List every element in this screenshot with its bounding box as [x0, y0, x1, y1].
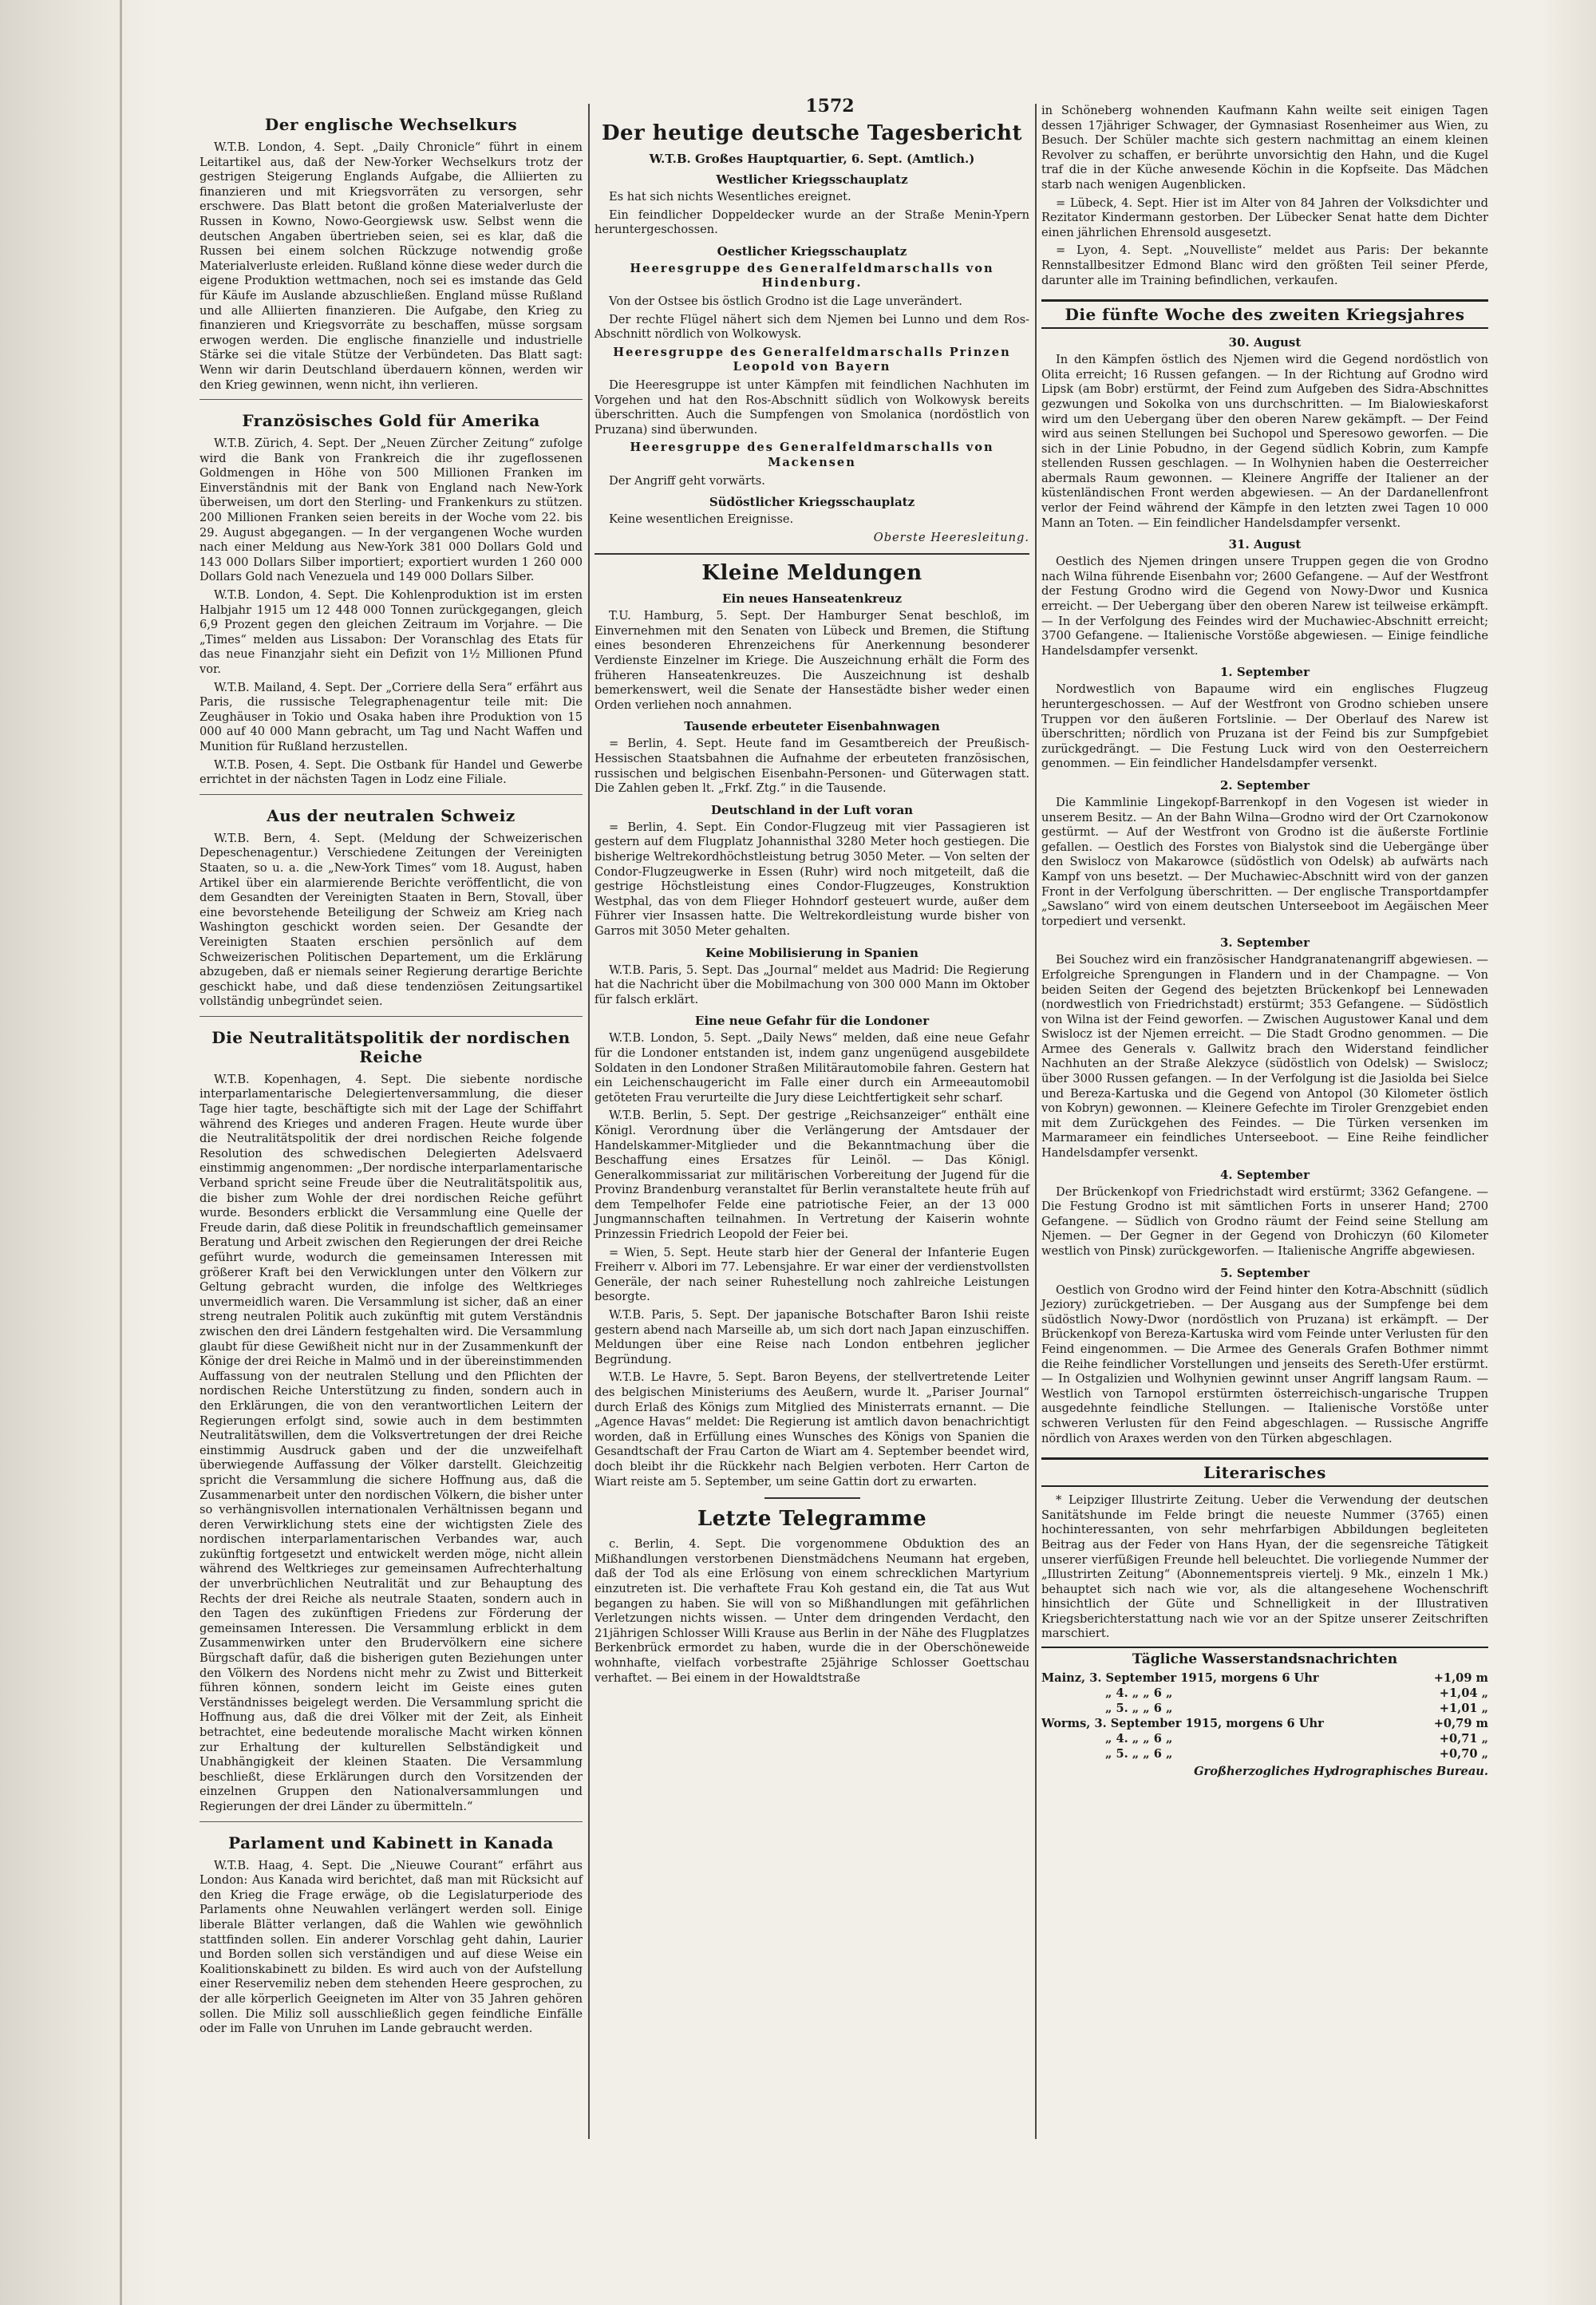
binding-edge: [120, 0, 122, 2305]
date-heading: 4. September: [1219, 1167, 1310, 1182]
water-level-row: [1041, 1686, 1488, 1701]
chronicle-text: Bei Souchez wird ein französischer Handgranatenangriff abgewiesen. — Erfolgreiche Sprengungen in Flandern und in der Champagne. — Von beiden Seiten der Gegend des bejetzten Brückenkopf bei Lennewaden (nordwestlich von Friedrichstadt) erstürmt; 353 Gefangene. — Südöstlich von Wilna ist der Feind geworfen. — Zwischen Augustower Kanal und dem Swislocz ist der Njemen erreicht. — Die Stadt Grodno genommen. — Die Armee des Generals v. Gallwitz brach den Widerstand feindlicher Nachhuten an der Straße Alekzyce (südöstlich von Odelsk) — Swislocz; über 3000 Russen gefangen. — In der Verfolgung ist die Jasiolda bei Sielce und Bereza-Kartuska und die Gegend von Antopol (30 Kilometer östlich von Kobryn) gewonnen. — Kleinere Gefechte im Tiroler Grenzgebiet enden mit dem Zurückgehen des Feindes. — Die Türken versenken im Marmarameer ein feindliches Unterseeboot. — Eine Reihe feindlicher Handelsdampfer versenkt.: [1041, 953, 1488, 1160]
column-rule: [1035, 104, 1037, 2139]
page-edge: [1540, 0, 1596, 2305]
column-right: [1041, 104, 1488, 1778]
news-text: W.T.B. London, 5. Sept. „Daily News“ melden, daß eine neue Gefahr für die Londoner entstanden ist, indem ganz ungenügend ausgebildete Soldaten in den Londoner Straßen Militärautomobile fahren. Gestern hat ein Leichenschaugericht im Falle einer durch ein Armeeautomobil getöteten Frau verurteilte die Jury diese Leichtfertigkeit sehr scharf.: [595, 1031, 1029, 1105]
column-rule: [588, 104, 590, 2139]
report-title: Der heutige deutsche Tagesbericht: [601, 121, 1023, 145]
chronicle-text: Der Brückenkopf von Friedrichstadt wird erstürmt; 3362 Gefangene. — Die Festung Grodno ist mit sämtlichen Forts in unserer Hand; 2700 Gefangene. — Südlich von Grodno räumt der Feind seine Stellung am Njemen. — Der Gegner in der Gegend von Drohiczyn (60 Kilometer westlich von Pinsk) zurückgeworfen. — Italienische Angriffe abgewiesen.: [1041, 1184, 1488, 1258]
water-level-value: +0,70 „: [1439, 1747, 1488, 1761]
chronicle-text: Oestlich des Njemen dringen unsere Truppen gegen die von Grodno nach Wilna führende Eisenbahn vor; 2600 Gefangene. — Auf der Westfront der Festung Grodno wird die Gegend von Nowy-Dwor und Kusnica erreicht. — Der Uebergang über den oberen Narew ist teilweise erkämpft. — In der Verfolgung des Feindes wird der Muchawiec-Abschnitt erreicht; 3700 Gefangene. — Italienische Vorstöße abgewiesen. — Einige feindliche Handelsdampfer versenkt.: [1041, 555, 1488, 658]
chronicle-text: In den Kämpfen östlich des Njemen wird die Gegend nordöstlich von Olita erreicht; 16 Russen gefangen. — In der Richtung auf Grodno wird Lipsk (am Bobr) erstürmt, der Feind zum Aufgeben des Sidra-Abschnittes gezwungen und Sokolka von uns durchschritten. — Im Bialowieskaforst wird um den Uebergang über den oberen Narew gekämpft. — Der Feind wird aus seinen Stellungen bei Suchopol und Speresowo geworfen. — Die sich in der Linie Pobudno, in der Gegend südlich Kobrin, zum Kampfe stellenden Russen geschlagen. — In Wolhynien haben die Oesterreicher abermals Raum gewonnen. — Kleinere Angriffe der Italiener an der küstenländischen Front werden abgewiesen. — An der Dardanellenfront verlor der Feind während der Kämpfe in den letzten zwei Tagen 10 000 Mann an Toten. — Ein feindlicher Handelsdampfer versenkt.: [1041, 353, 1488, 530]
news-text: W.T.B. Berlin, 5. Sept. Der gestrige „Reichsanzeiger“ enthält eine Königl. Verordnung über die Verlängerung der Amtsdauer der Handelskammer-Mitglieder und die Bekanntmachung über die Beschaffung eines Ersatzes für Leinöl. — Das Königl. Generalkommissariat zur militärischen Vorbereitung der Jugend für die Provinz Brandenburg veranstaltet für Berlin veranstaltete heute früh auf dem Tempelhofer Felde eine patriotische Feier, an der 13 000 Jungmannschaften teilnahmen. In Vertretung der Kaiserin wohnte Prinzessin Friedrich Leopold der Feier bei.: [595, 1109, 1029, 1242]
section-title: Oestlicher Kriegsschauplatz: [717, 243, 907, 259]
section-header: Literarisches: [1041, 1457, 1488, 1487]
date-heading: 31. August: [1228, 537, 1302, 552]
news-text: T.U. Hamburg, 5. Sept. Der Hamburger Senat beschloß, im Einvernehmen mit den Senaten von Lübeck und Bremen, die Stiftung eines besonderen Ehrenzeichens für Anerkennung besonderer Verdienste Einzelner im Kriege. Die Auszeichnung erhält die Form des früheren Hanseatenkreuzes. Die Auszeichnung ist deshalb bemerkenswert, weil die Senate der Hansestädte bisher weder einen Orden verliehen noch annahmen.: [595, 609, 1029, 712]
water-level-label: „ 5. „ „ 6 „: [1105, 1747, 1173, 1761]
water-level-value: +1,04 „: [1439, 1686, 1488, 1701]
divider: [595, 553, 1029, 555]
article-text: W.T.B. London, 4. Sept. Die Kohlenproduktion ist im ersten Halbjahr 1915 um 12 448 000 Tonnen zurückgegangen, gleich 6,9 Prozent gegen den gleichen Zeitraum im Vorjahre. — Die „Times“ melden aus Lissabon: Der Voranschlag des Etats für das neue Finanzjahr sieht ein Defizit von 1½ Millionen Pfund vor.: [200, 588, 583, 676]
report-text: Keine wesentlichen Ereignisse.: [609, 512, 794, 527]
news-text: = Berlin, 4. Sept. Heute fand im Gesamtbereich der Preußisch-Hessischen Staatsbahnen die Aufnahme der erbeuteten französischen, russischen und belgischen Eisenbahn-Personen- und Güterwagen statt. Die Zahlen geben lt. „Frkf. Ztg.“ in die Tausende.: [595, 737, 1029, 796]
article-text: W.T.B. Haag, 4. Sept. Die „Nieuwe Courant“ erfährt aus London: Aus Kanada wird berichtet, daß man mit Rücksicht auf den Krieg die Frage erwäge, ob die Legislaturperiode des Parlaments ohne Neuwahlen verlängert werden soll. Einige liberale Blätter verlangen, daß die Wahlen wie gewöhnlich stattfinden sollen. Ein anderer Vorschlag geht dahin, Laurier und Borden sollen sich verständigen und auf diese Weise ein Koalitionskabinett zu bilden. Es wird auch von der Aufstellung einer Reservemiliz neben dem stehenden Heere gesprochen, zu der alle körperlich Geeigneten im Alter von 35 Jahren gehören sollen. Die Miliz soll ausschließlich gegen feindliche Einfälle oder im Falle von Unruhen im Lande gebraucht werden.: [200, 1858, 583, 2036]
date-heading: 3. September: [1219, 935, 1310, 951]
article-title: Die Neutralitätspolitik der nordischen Reiche: [211, 1027, 571, 1066]
report-dateline: W.T.B. Großes Hauptquartier, 6. Sept. (Amtlich.): [649, 152, 975, 166]
article-title: Parlament und Kabinett in Kanada: [228, 1833, 554, 1852]
water-level-row: [1041, 1731, 1488, 1746]
section-title: Südöstlicher Kriegsschauplatz: [709, 495, 915, 510]
report-text: Der Angriff geht vorwärts.: [609, 473, 765, 488]
news-headline: Tausende erbeuteter Eisenbahnwagen: [684, 719, 940, 734]
report-text: Ein feindlicher Doppeldecker wurde an der Straße Menin-Ypern heruntergeschossen.: [595, 208, 1029, 237]
section-header: Die fünfte Woche des zweiten Kriegsjahres: [1041, 299, 1488, 329]
article-text: W.T.B. Mailand, 4. Sept. Der „Corriere della Sera“ erfährt aus Paris, die russische Telegraphenagentur teile mit: Die Zeughäuser in Tokio und Osaka haben ihre Produktion von 15 000 auf 40 000 Mann gebracht, um Tag und Nacht Waffen und Munition für Rußland herzustellen.: [200, 680, 583, 753]
divider: [200, 1821, 583, 1822]
divider: [200, 794, 583, 795]
water-level-label: Mainz, 3. September 1915, morgens 6 Uhr: [1041, 1671, 1319, 1686]
article-title: Französisches Gold für Amerika: [242, 411, 540, 431]
report-text: Die Heeresgruppe ist unter Kämpfen mit feindlichen Nachhuten im Vorgehen und hat den Ros-Abschnitt südlich von Wolkowysk bereits überschritten. Auch die Sumpfengen von Smolanica (nordöstlich von Pruzana) sind überwunden.: [595, 378, 1029, 437]
army-group-title: Heeresgruppe des Generalfeldmarschalls Prinzen Leopold von Bayern: [613, 345, 1011, 374]
news-text: = Wien, 5. Sept. Heute starb hier der General der Infanterie Eugen Freiherr v. Albori im 77. Lebensjahre. Er war einer der verdienstvollsten Generäle, der nach seiner Ruhestellung noch zahlreiche Leistungen besorgte.: [595, 1245, 1029, 1304]
date-heading: 1. September: [1219, 665, 1310, 680]
water-level-label: Worms, 3. September 1915, morgens 6 Uhr: [1041, 1717, 1324, 1731]
date-heading: 5. September: [1219, 1265, 1310, 1280]
water-level-row: [1041, 1746, 1488, 1761]
report-text: Der rechte Flügel nähert sich dem Njemen bei Lunno und dem Ros-Abschnitt nördlich von Wolkowysk.: [595, 312, 1029, 342]
water-level-label: „ 4. „ „ 6 „: [1105, 1732, 1173, 1746]
water-level-row: [1041, 1716, 1488, 1731]
news-text: = Lyon, 4. Sept. „Nouvelliste“ meldet aus Paris: Der bekannte Rennstallbesitzer Edmond Blanc wird den größten Teil seiner Pferde, darunter alle im Training befindlichen, verkaufen.: [1041, 243, 1488, 287]
water-level-title: Tägliche Wasserstandsnachrichten: [1041, 1647, 1488, 1667]
section-header: Letzte Telegramme: [697, 1507, 927, 1532]
news-text: c. Berlin, 4. Sept. Die vorgenommene Obduktion des an Mißhandlungen verstorbenen Dienstmädchens Neumann hat ergeben, daß der Tod als eine Erlösung von einem schrecklichen Martyrium einzutreten ist. Die verhaftete Frau Koh gestand ein, die Tat aus Wut begangen zu haben. Sie will von so Mißhandlungen mit gefährlichen Verletzungen nichts wissen. — Unter dem dringenden Verdacht, den 21jährigen Schlosser Willi Krause aus Berlin in der Nähe des Flugplatzes Berkenbrück ermordet zu haben, wurde die in der Oberschöneweide wohnhafte, vielfach vorbestrafte 25jährige Schlosser Goettschau verhaftet. — Bei einem in der Howaldtstraße: [595, 1537, 1029, 1685]
water-level-label: „ 5. „ „ 6 „: [1105, 1702, 1173, 1716]
news-headline: Deutschland in der Luft voran: [710, 802, 914, 817]
water-level-row: [1041, 1670, 1488, 1686]
news-text: in Schöneberg wohnenden Kaufmann Kahn weilte seit einigen Tagen dessen 17jähriger Schwager, der Gymnasiast Rosenheimer aus Wien, zu Besuch. Der Schüler machte sich gestern nachmittag an einem kleinen Revolver zu schaffen, er berührte unvorsichtig den Hahn, und die Kugel traf die in der Küche anwesende Köchin in die Kopfseite. Das Mädchen starb nach wenigen Augenblicken.: [1041, 104, 1488, 192]
army-group-title: Heeresgruppe des Generalfeldmarschalls von Hindenburg.: [630, 261, 994, 291]
news-text: W.T.B. Le Havre, 5. Sept. Baron Beyens, der stellvertretende Leiter des belgischen Ministeriums des Aeußern, wurde lt. „Pariser Journal“ durch Erlaß des Königs zum Mitglied des Ministerrats ernannt. — Die „Agence Havas“ meldet: Die Regierung ist amtlich davon benachrichtigt worden, daß in Erfüllung eines Wunsches des Königs von Spanien die Gesandtschaft der Frau Carton de Wiart am 4. September beendet wird, doch bleibt ihr die Rückkehr nach Belgien verboten. Herr Carton de Wiart reiste am 5. September, um seine Gattin dort zu erwarten.: [595, 1370, 1029, 1489]
article-title: Der englische Wechselkurs: [264, 115, 518, 134]
news-headline: Eine neue Gefahr für die Londoner: [694, 1014, 930, 1029]
army-group-title: Heeresgruppe des Generalfeldmarschalls von Mackensen: [630, 441, 994, 469]
section-header: Kleine Meldungen: [701, 561, 922, 586]
chronicle-text: Oestlich von Grodno wird der Feind hinter den Kotra-Abschnitt (südlich Jeziory) zurückgetrieben. — Der Ausgang aus der Sumpfenge bei dem südöstlich Nowy-Dwor (nordöstlich von Pruzana) ist erkämpft. — Der Brückenkopf von Bereza-Kartuska wird vom Feinde unter Verlusten für den Feind eingenommen. — Die Armee des Generals Grafen Bothmer nimmt die Reihe feindlicher Vorstellungen und jenseits des Sereth-Ufer erstürmt. — In Ostgalizien und Wolhynien gewinnt unser Angriff langsam Raum. — Westlich von Tarnopol erstürmten österreichisch-ungarische Truppen ausgedehnte feindliche Stellungen. — Italienische Vorstöße unter schweren Verlusten für den Feind abgeschlagen. — Russische Angriffe nördlich von Araxes werden von den Türken abgeschlagen.: [1041, 1283, 1488, 1445]
water-level-source: Großherzogliches Hydrographisches Bureau.: [1194, 1765, 1488, 1779]
article-text: W.T.B. London, 4. Sept. „Daily Chronicle“ führt in einem Leitartikel aus, daß der New-Yorker Wechselkurs trotz der gestrigen Steigerung Englands Aufgabe, die Alliierten zu finanzieren und mit Kriegsvorräten zu versorgen, sehr erschwere. Das Blatt betont die großen Materialverluste der Russen in Kowno, Nowo-Georgiewsk usw. Selbst wenn die deutschen Angaben übertrieben seien, sei es klar, daß die Russen bei einem solchen Rückzuge notwendig große Materialverluste erleiden. Rußland könne diese weder durch die eigene Produktion wettmachen, noch sei es imstande das Geld für Käufe im Auslande abzuschließen. England müsse Rußland und alle Alliierten finanzieren. Die Aufgabe, den Krieg zu finanzieren und Kriegsvorräte zu beschaffen, müsse sorgsam erwogen werden. Die englische finanzielle und industrielle Stärke sei die vitale Stütze der Verbündeten. Das Blatt sagt: Wenn wir darin Deutschland überdauern können, werden wir den Krieg gewinnen, wenn nicht, ihn verlieren.: [200, 140, 583, 392]
chronicle-text: Nordwestlich von Bapaume wird ein englisches Flugzeug heruntergeschossen. — Auf der Westfront von Grodno schieben unsere Truppen vor den äußeren Fortslinie. — Der Oberlauf des Narew ist überschritten; nördlich von Pruzana ist der Feind bis zur Sumpfgebiet zurückgedrängt. — Die Festung Luck wird von den Oesterreichern genommen. — Ein feindlicher Handelsdampfer versenkt.: [1041, 682, 1488, 771]
article-text: W.T.B. Posen, 4. Sept. Die Ostbank für Handel und Gewerbe errichtet in der nächsten Tagen in Lodz eine Filiale.: [200, 757, 583, 787]
water-level-table: [1041, 1647, 1488, 1778]
news-text: = Berlin, 4. Sept. Ein Condor-Flugzeug mit vier Passagieren ist gestern auf dem Flugplatz Johannisthal 3280 Meter hoch gestiegen. Die bisherige Weltrekordhöchstleistung betrug 3050 Meter. — Von selten der Condor-Flugzeugwerke in Essen (Ruhr) wird noch mitgeteilt, daß die gestrige Höchstleistung eines Condor-Flugzeuges, Konstruktion Westphal, das von dem Flieger Hohndorf gesteuert wurde, außer dem Führer vier Insassen hatte. Die Weltrekordleistung wurde bisher von Garros mit 3050 Meter gehalten.: [595, 820, 1029, 938]
divider: [200, 399, 583, 400]
water-level-value: +0,71 „: [1439, 1732, 1488, 1746]
date-heading: 30. August: [1228, 335, 1302, 350]
water-level-value: +1,01 „: [1439, 1702, 1488, 1716]
article-text: W.T.B. Kopenhagen, 4. Sept. Die siebente nordische interparlamentarische Delegiertenversammlung, die dieser Tage hier tagte, beschäftigte sich mit der Lage der Schiffahrt während des Krieges und anderen Fragen. Heute wurde über die Neutralitätspolitik der drei nordischen Reiche folgende Resolution des schwedischen Delegierten Adelsvaerd einstimmig angenommen: „Der nordische interparlamentarische Verband spricht seine Freude über die Neutralitätspolitik aus, die bisher zum Wohle der drei nordischen Reiche geführt wurde. Besonders erblickt die Versammlung eine Quelle der Freude darin, daß diese Politik in freundschaftlich gemeinsamer Beratung und Arbeit zwischen den Regierungen der drei Reiche geführt wurde, wodurch die gemeinsamen Interessen mit größerer Kraft bei den Verwicklungen unter den Völkern zur Geltung gebracht wurden, die infolge des Weltkrieges unvermeidlich waren. Die Versammlung ist sicher, daß an einer streng neutralen Politik auch zukünftig mit gutem Verständnis zwischen den drei Ländern festgehalten wird. Die Versammlung glaubt für diese Gewißheit nicht nur in der Zusammenkunft der Könige der drei Reiche in Malmö und in der übereinstimmenden Auffassung von der neutralen Stellung und den Pflichten der nordischen Reiche Unterstützung zu finden, sondern auch in den Erklärungen, die von den verantwortlichen Leitern der Regierungen erfolgt sind, sowie auch in dem bestimmten Neutralitätswillen, dem die Volksvertretungen der drei Reiche einstimmig Ausdruck gaben und der die unzweifelhaft überwiegende Auffassung der Völker darstellt. Gleichzeitig spricht die Versammlung die sichere Hoffnung aus, daß die Zusammenarbeit unter den nordischen Völkern, die bisher unter so verhängnisvollen internationalen Verhältnissen begann und deren Verwirklichung stets eine der wichtigsten Ziele des nordischen interparlamentarischen Verbandes war, auch zukünftig fortgesetzt und entwickelt werden möge, nicht allein während des Weltkrieges zur gemeinsamen Aufrechterhaltung der unverbrüchlichen Neutralität und zur Behauptung des Rechts der drei Reiche als neutrale Staaten, sondern auch in den Tagen des zukünftigen Friedens zur Förderung der gemeinsamen Interessen. Die Versammlung erblickt in dem Zusammenwirken unter den Brudervölkern eine sichere Bürgschaft dafür, daß die bisherigen guten Beziehungen unter den Völkern des Nordens nicht mehr zu Zwist und Bitterkeit führen können, sondern leicht im Geiste eines guten Verständnisses beigelegt werden. Die Versammlung spricht die Hoffnung aus, daß die drei Völker mit der Zeit, als Einheit betrachtet, eine bedeutende moralische Macht wirken können zur Erhaltung der kulturellen Selbständigkeit und Unabhängigkeit der kleinen Staaten. Die Versammlung beschließt, diese Erklärungen durch den Vorsitzenden der einzelnen Gruppen den Nationalversammlungen und Regierungen der drei Länder zu übermitteln.“: [200, 1072, 583, 1813]
report-text: Es hat sich nichts Wesentliches ereignet.: [609, 190, 851, 204]
column-left: [200, 104, 583, 2040]
divider: [764, 1497, 860, 1499]
binding-gutter: [0, 0, 160, 2305]
page-number: 1572: [805, 96, 855, 117]
water-level-value: +1,09 m: [1433, 1671, 1488, 1686]
chronicle-text: Die Kammlinie Lingekopf-Barrenkopf in den Vogesen ist wieder in unserem Besitz. — An der Bahn Wilna—Grodno wird der Ort Czarnokonow gestürmt. — Auf der Westfront von Grodno ist die äußerste Fortlinie gefallen. — Oestlich des Forstes von Bialystok sind die Uebergänge über den Swislocz von Makarowce (südöstlich von Odelsk) ab aufwärts nach Kampf von uns besetzt. — Der Muchawiec-Abschnitt wird von der ganzen Front in der Verfolgung überschritten. — Der englische Transportdampfer „Sawslano“ wird von einem deutschen Unterseeboot im Aegäischen Meer torpediert und versenkt.: [1041, 795, 1488, 928]
article-text: W.T.B. Bern, 4. Sept. (Meldung der Schweizerischen Depeschenagentur.) Verschiedene Zeitungen der Vereinigten Staaten, so u. a. die „New-York Times“ vom 18. August, haben Artikel über ein alarmierende Berichte veröffentlicht, die von dem Gesandten der Vereinigten Staaten in Bern, Stovall, über eine bevorstehende Beteiligung der Schweiz am Krieg nach Washington geschickt worden seien. Der Gesandte der Vereinigten Staaten erschien persönlich auf dem Schweizerischen Politischen Departement, um die Erklärung abzugeben, daß er niemals seiner Regierung derartige Berichte geschickt habe, und daß diese tendenziösen Zeitungsartikel vollständig unbegründet seien.: [200, 831, 583, 1009]
news-text: = Lübeck, 4. Sept. Hier ist im Alter von 84 Jahren der Volksdichter und Rezitator Kindermann gestorben. Der Lübecker Senat hatte dem Dichter einen jährlichen Ehrensold ausgesetzt.: [1041, 196, 1488, 239]
date-heading: 2. September: [1219, 777, 1310, 793]
water-level-value: +0,79 m: [1433, 1717, 1488, 1731]
water-level-label: „ 4. „ „ 6 „: [1105, 1686, 1173, 1701]
section-title: Westlicher Kriegsschauplatz: [716, 172, 908, 187]
news-headline: Ein neues Hanseatenkreuz: [722, 591, 902, 607]
divider: [200, 1016, 583, 1017]
report-signature: Oberste Heeresleitung.: [873, 530, 1029, 544]
report-text: Von der Ostsee bis östlich Grodno ist die Lage unverändert.: [609, 294, 962, 308]
article-title: Aus der neutralen Schweiz: [267, 805, 516, 825]
article-text: W.T.B. Zürich, 4. Sept. Der „Neuen Zürcher Zeitung“ zufolge wird die Bank von Frankreich die ihr zugeflossenen Goldmengen in Höhe von 500 Millionen Franken im Einverständnis mit der Bank von England nach New-York überweisen, um dort den Sterling- und Frankenkurs zu stützen. 200 Millionen Franken seien bereits in der Woche vom 22. bis 29. August abgegangen. — In der vergangenen Woche wurden nach einer Meldung aus New-York 381 000 Dollars Gold und 143 000 Dollars Silber importiert; exportiert wurden 1 260 000 Dollars Gold nach Venezuela und 149 000 Dollars Silber.: [200, 437, 583, 584]
news-headline: Keine Mobilisierung in Spanien: [705, 945, 918, 960]
column-middle: [595, 104, 1029, 1689]
news-text: W.T.B. Paris, 5. Sept. Das „Journal“ meldet aus Madrid: Die Regierung hat die Nachricht über die Mobilmachung von 300 000 Mann im Oktober für falsch erklärt.: [595, 963, 1029, 1006]
news-text: W.T.B. Paris, 5. Sept. Der japanische Botschafter Baron Ishii reiste gestern abend nach Marseille ab, um sich dort nach Japan einzuschiffen. Meldungen über eine Reise nach London entbehren jeglicher Begründung.: [595, 1308, 1029, 1366]
literary-text: * Leipziger Illustrirte Zeitung. Ueber die Verwendung der deutschen Sanitätshunde im Felde bringt die neueste Nummer (3765) einen hochinteressanten, von sehr mehrfarbigen Abbildungen begleiteten Beitrag aus der Feder von Hans Hyan, der die segensreiche Tätigkeit unserer vierfüßigen Freunde hell beleuchtet. Die vorliegende Nummer der „Illustrirten Zeitung“ (Abonnementspreis viertelj. 9 Mk., einzeln 1 Mk.) behauptet sich nach wie vor, als die altangesehene Wochenschrift hinsichtlich der Güte und Schnelligkeit in der Illustrativen Kriegsberichterstattung nach wie vor an der Spitze unserer Zeitschriften marschiert.: [1041, 1493, 1488, 1641]
water-level-row: [1041, 1701, 1488, 1716]
